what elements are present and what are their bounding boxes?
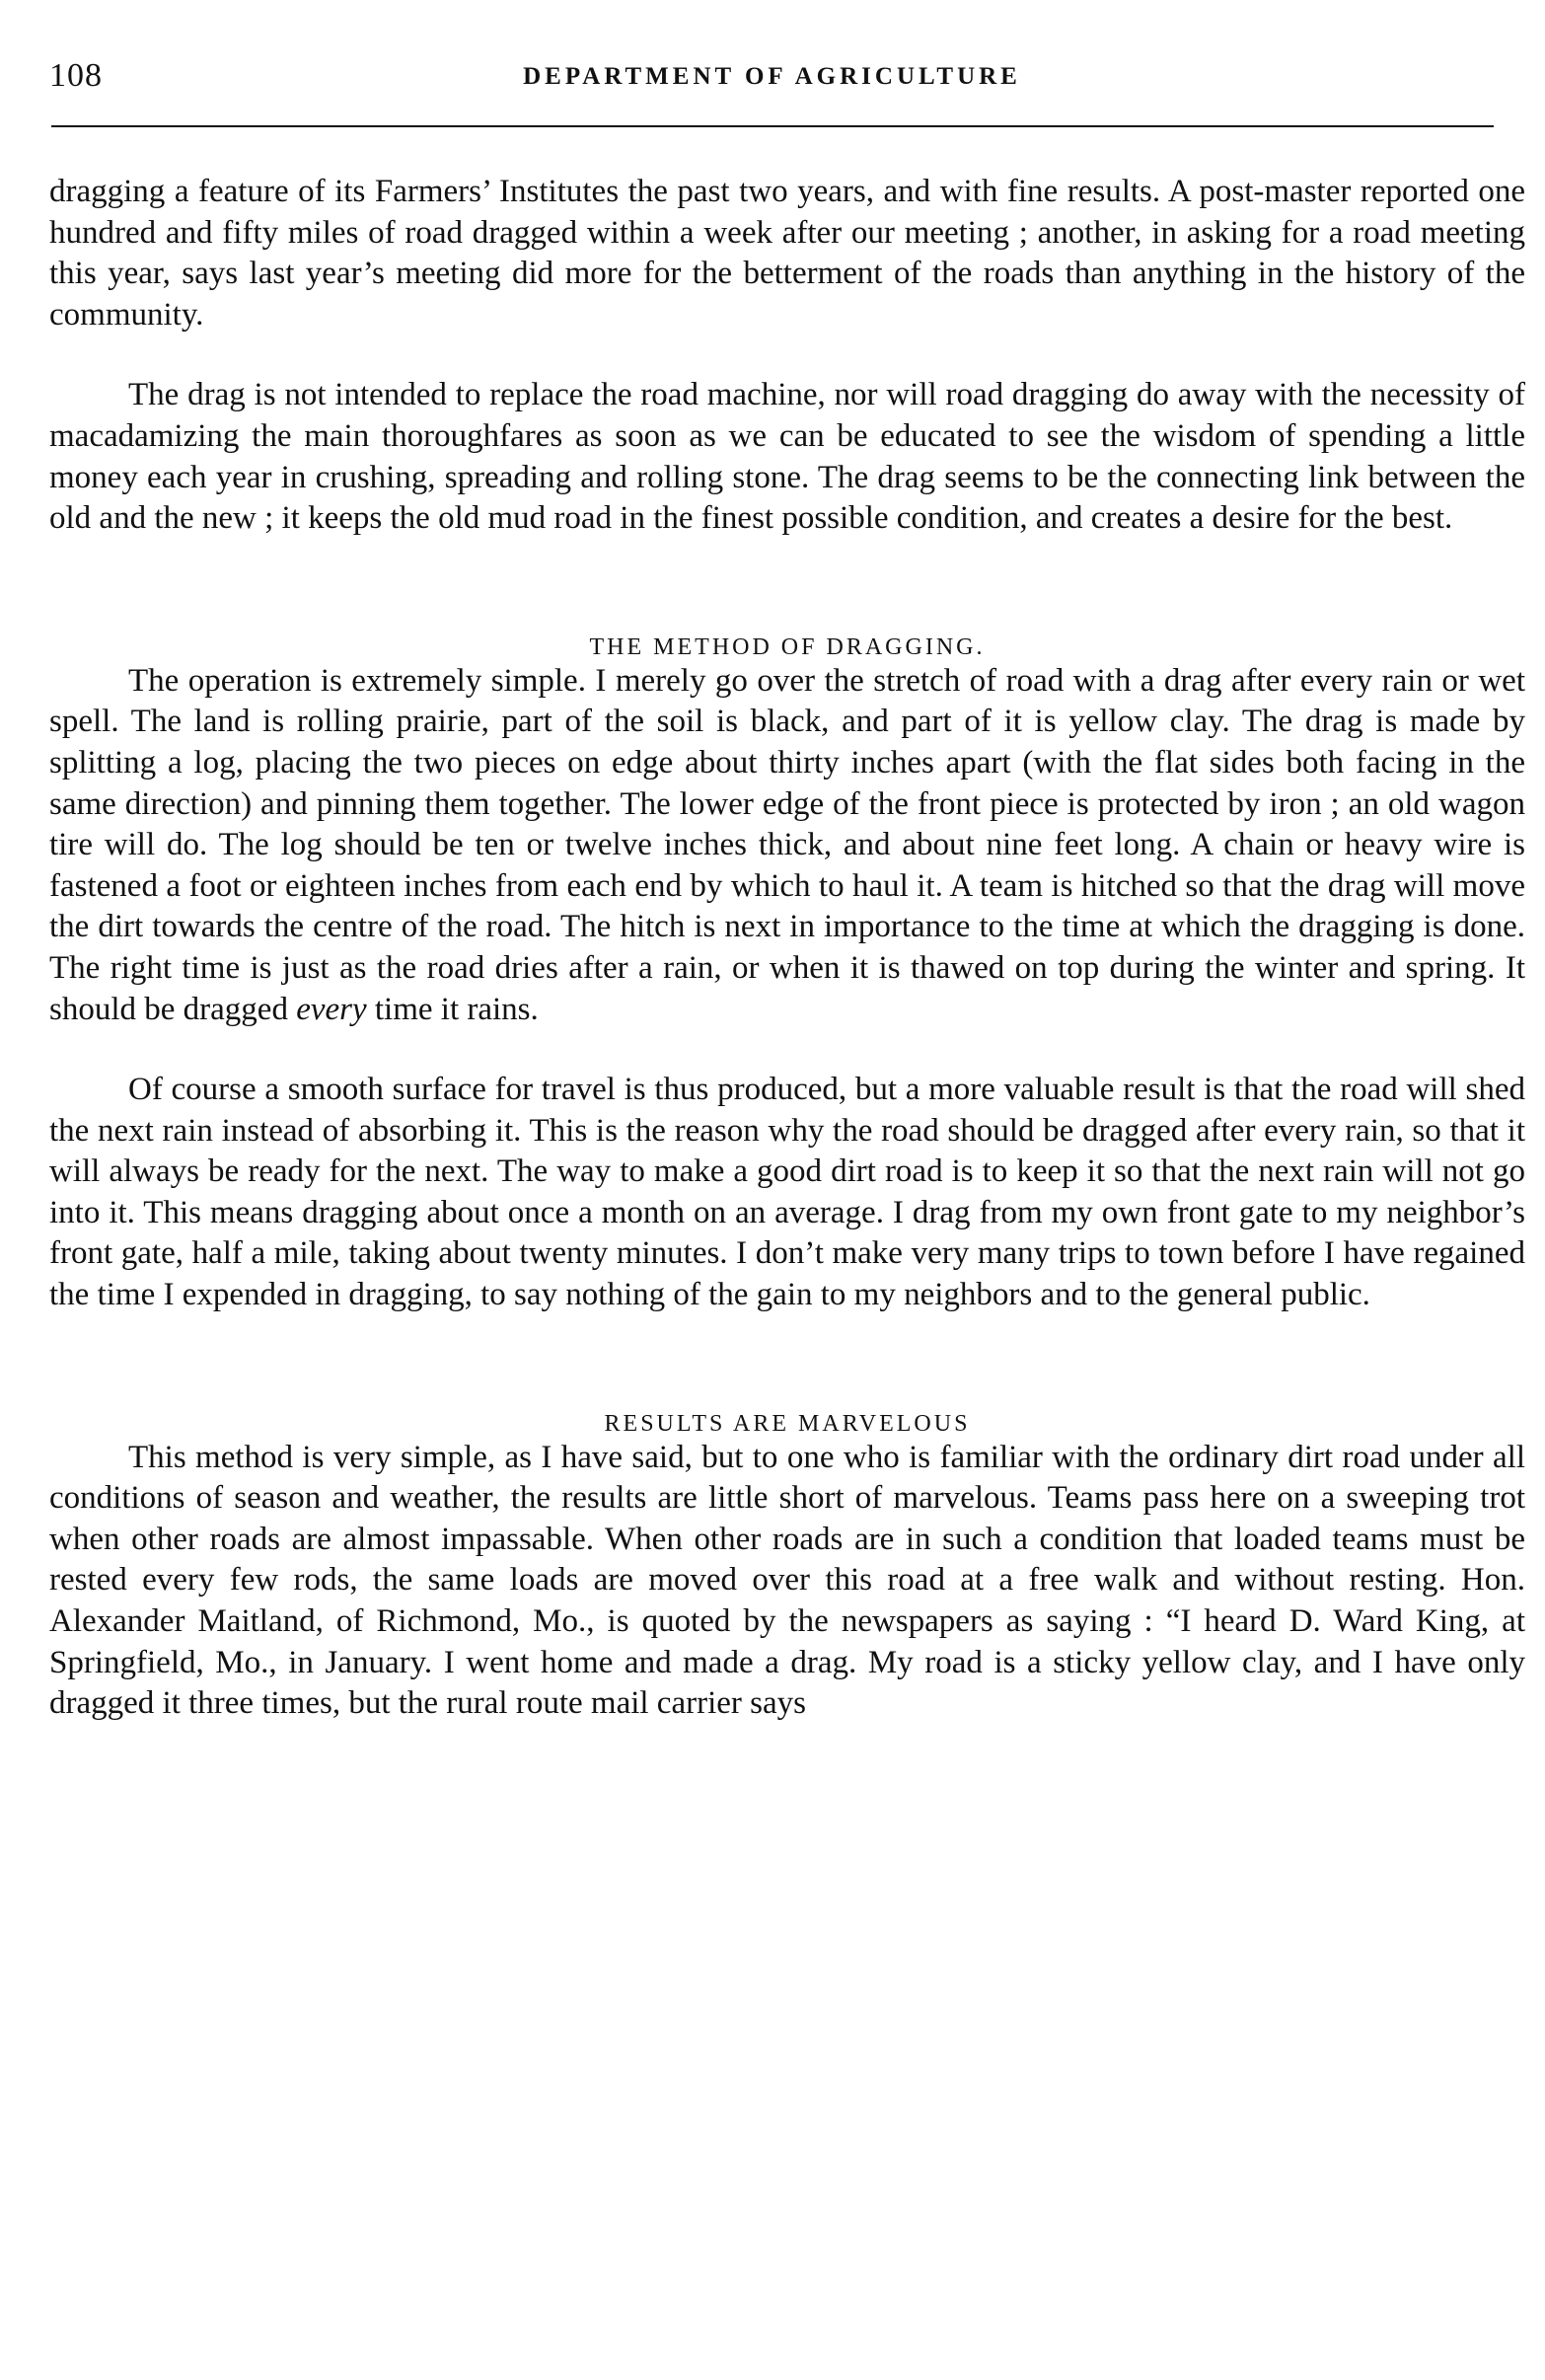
paragraph-results-marvelous: This method is very simple, as I have said, but to one who is familiar with the ordinary dirt road under all conditions of season and weather, the results are little short of marvelous. Teams pass here on a sweeping trot when other roads are almost impassable. When other roads are in such a condition that loaded teams must be rested every few rods, the same loads are moved over this road at a free walk and without resting. Hon. Alexander Maitland, of Richmond, Mo., is quoted by the newspapers as saying : “I heard D. Ward King, at Springfield, Mo., in January. I went home and made a drag. My road is a sticky yellow clay, and I have only dragged it three times, but the rural route mail carrier says [49,1439,1525,1722]
section-heading-method: THE METHOD OF DRAGGING. [589,633,986,660]
running-head [49,57,1495,107]
emphasis-every: every [296,991,367,1027]
paragraph-drag-purpose: The drag is not intended to replace the road machine, nor will road dragging do away with the necessity of macadamizing the main thoroughfares as soon as we can be educated to see the wisdom of spending a little money each year in crushing, spreading and rolling stone. The drag seems to be the connecting link between the old and the new ; it keeps the old mud road in the finest possible condition, and creates a desire for the best. [49,377,1525,537]
method-text-after-emphasis: time it rains. [366,991,539,1027]
header-rule [51,125,1494,127]
section-heading-results: RESULTS ARE MARVELOUS [604,1410,971,1437]
page-number: 108 [49,57,103,94]
method-text-before-emphasis: The operation is extremely simple. I merely go over the stretch of road with a drag after every rain or wet spell. The land is rolling prairie, part of the soil is black, and part of it is yellow clay. The drag is made by splitting a log, placing the two pieces on edge about thirty inches apart (with the flat sides both facing in the same direction) and pinning them together. The lower edge of the front piece is protected by iron ; an old wagon tire will do. The log should be ten or twelve inches thick, and about nine feet long. A chain or heavy wire is fastened a foot or eighteen inches from each end by which to haul it. A team is hitched so that the drag will move the dirt towards the centre of the road. The hitch is next in importance to the time at which the dragging is done. The right time is just as the road dries after a rain, or when it is thawed on top during the winter and spring. It should be dragged [49,662,1525,1027]
running-title: DEPARTMENT OF AGRICULTURE [523,63,1021,90]
body-text [49,172,1525,1725]
paragraph-continued: dragging a feature of its Farmers’ Institutes the past two years, and with fine results. A post-master reported one hundred and fifty miles of road dragged within a week after our meeting ; another, in asking for a road meeting this year, says last year’s meeting did more for the betterment of the roads than anything in the history of the community. [49,174,1525,333]
paragraph-smooth-surface: Of course a smooth surface for travel is thus produced, but a more valuable result is that the road will shed the next rain instead of absorbing it. This is the reason why the road should be dragged after every rain, so that it will always be ready for the next. The way to make a good dirt road is to keep it so that the next rain will not go into it. This means dragging about once a month on an average. I drag from my own front gate to my neighbor’s front gate, half a mile, taking about twenty minutes. I don’t make very many trips to town before I have regained the time I expended in dragging, to say nothing of the gain to my neighbors and to the general public. [49,1072,1525,1313]
paragraph-method-operation [49,661,1525,1030]
